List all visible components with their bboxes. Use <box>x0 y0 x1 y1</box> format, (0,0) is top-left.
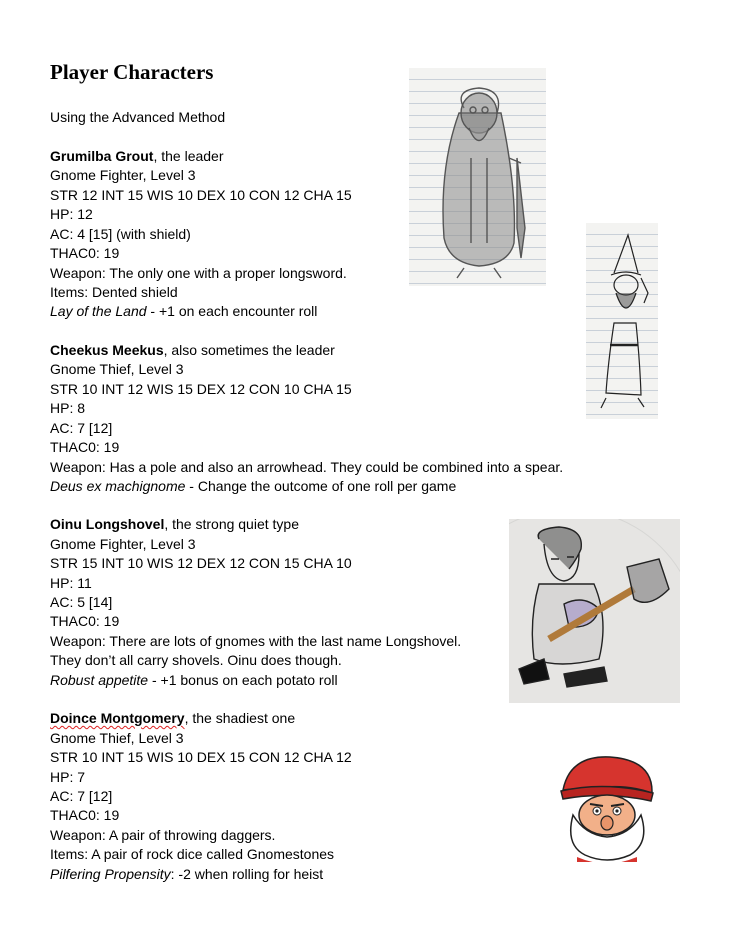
character-weapon: Weapon: A pair of throwing daggers. <box>50 827 276 843</box>
ability-name: Robust appetite <box>50 672 149 688</box>
character-thaco: THAC0: 19 <box>50 439 120 455</box>
character-items: Items: A pair of rock dice called Gnomestones <box>50 846 335 862</box>
ability-text: - +1 on each encounter roll <box>146 303 318 319</box>
intro-text: Using the Advanced Method <box>50 109 226 125</box>
character-epithet: , the leader <box>153 148 224 164</box>
page-title: Player Characters <box>50 60 214 84</box>
character-hp: HP: 7 <box>50 769 86 785</box>
character-stats: STR 10 INT 15 WIS 10 DEX 15 CON 12 CHA 12 <box>50 749 352 765</box>
character-thaco: THAC0: 19 <box>50 613 120 629</box>
character-ac: AC: 7 [12] <box>50 788 113 804</box>
character-hp: HP: 11 <box>50 575 92 591</box>
character-hp: HP: 8 <box>50 400 86 416</box>
character-weapon: Weapon: The only one with a proper longsword. <box>50 265 347 281</box>
character-weapon: Weapon: There are lots of gnomes with the last name Longshovel. <box>50 633 462 649</box>
ability-text: - Change the outcome of one roll per game <box>185 478 457 494</box>
character-name: Cheekus Meekus <box>50 342 164 358</box>
doince-cartoon-image <box>555 755 658 862</box>
cheekus-sketch-image <box>586 223 658 419</box>
character-stats: STR 10 INT 12 WIS 15 DEX 12 CON 10 CHA 15 <box>50 381 352 397</box>
character-ac: AC: 7 [12] <box>50 420 113 436</box>
character-epithet: , the strong quiet type <box>164 516 299 532</box>
character-weapon-cont: They don’t all carry shovels. Oinu does though. <box>50 652 342 668</box>
character-thaco: THAC0: 19 <box>50 245 120 261</box>
character-thaco: THAC0: 19 <box>50 807 120 823</box>
character-ac: AC: 4 [15] (with shield) <box>50 226 191 242</box>
ability-name: Deus ex machignome <box>50 478 186 494</box>
character-name: Oinu Longshovel <box>50 516 165 532</box>
character-weapon: Weapon: Has a pole and also an arrowhead. They could be combined into a spear. <box>50 459 564 475</box>
ability-name: Pilfering Propensity <box>50 866 171 882</box>
character-stats: STR 15 INT 10 WIS 12 DEX 12 CON 15 CHA 10 <box>50 555 352 571</box>
character-class: Gnome Thief, Level 3 <box>50 361 184 377</box>
oinu-sketch-image <box>509 519 680 703</box>
character-name: Grumilba Grout <box>50 148 154 164</box>
character-name: Doince Montgomery <box>50 710 185 726</box>
character-class: Gnome Fighter, Level 3 <box>50 536 196 552</box>
character-hp: HP: 12 <box>50 206 93 222</box>
character-items: Items: Dented shield <box>50 284 178 300</box>
character-class: Gnome Fighter, Level 3 <box>50 167 196 183</box>
character-stats: STR 12 INT 15 WIS 10 DEX 10 CON 12 CHA 15 <box>50 187 352 203</box>
ability-text: : -2 when rolling for heist <box>170 866 324 882</box>
character-epithet: , the shadiest one <box>184 710 296 726</box>
character-class: Gnome Thief, Level 3 <box>50 730 184 746</box>
character-epithet: , also sometimes the leader <box>163 342 335 358</box>
grumilba-sketch-image <box>409 68 546 286</box>
ability-text: - +1 bonus on each potato roll <box>148 672 338 688</box>
character-ac: AC: 5 [14] <box>50 594 113 610</box>
ability-name: Lay of the Land <box>50 303 147 319</box>
